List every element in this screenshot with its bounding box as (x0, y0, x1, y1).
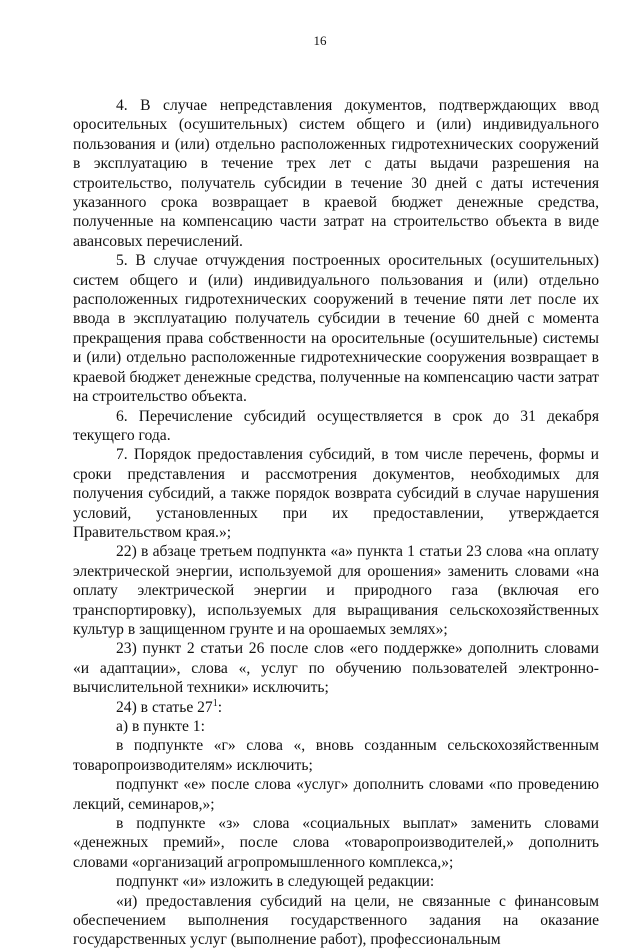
paragraph-7-procedure: 7. Порядок предоставления субсидий, в том числе перечень, формы и сроки представления и рассмотрения документов, необходимых для получения субсидий, а также порядок возврата субсидий в случае нарушения условий, установленных при их предоставлении, утверждается Правительством края.»; (73, 446, 599, 541)
document-body (73, 96, 599, 950)
paragraph-6-transfer-deadline: 6. Перечисление субсидий осуществляется в срок до 31 декабря текущего года. (73, 407, 599, 444)
item-23-amendment: 23) пункт 2 статьи 26 после слов «его поддержке» дополнить словами «и адаптации», слова «, услуг по обучению пользователей электронно-вычислительной техники» исключить; (73, 640, 599, 697)
item-24-heading (73, 698, 599, 717)
paragraph-5-alienation: 5. В случае отчуждения построенных оросительных (осушительных) систем общего и (или) индивидуального пользования и (или) отдельно расположенных гидротехнических сооружений в течение пяти лет после их ввода в эксплуатацию получатель субсидии в течение 60 дней с момента прекращения права собственности на оросительные (осушительные) системы и (или) отдельно расположенные гидротехнические сооружения возвращает в краевой бюджет денежные средства, полученные на компенсацию части затрат на строительство объекта. (73, 252, 599, 406)
subitem-i-new-text: «и) предоставления субсидий на цели, не связанные с финансовым обеспечением выполнения государственного задания на оказание государственных услуг (выполнение работ), профессиональным (73, 892, 599, 949)
subitem-i-intro: подпункт «и» изложить в следующей редакции: (116, 873, 435, 891)
item-22-amendment: 22) в абзаце третьем подпункта «а» пункта 1 статьи 23 слова «на оплату электрической энергии, используемой для орошения» заменить словами «на оплату электрической энергии и природного газа (включая его транспортировку), используемых для выращивания сельскохозяйственных культур в защищенном грунте и на орошаемых землях»; (73, 543, 599, 638)
item-24-text: 24) в статье 27 (116, 698, 213, 716)
subitem-z-amendment: в подпункте «з» слова «социальных выплат» заменить словами «денежных премий», после слова «товаропроизводителей,» дополнить словами «организаций агропромышленного комплекса,»; (73, 815, 599, 871)
paragraph-4-document-deadline: 4. В случае непредставления документов, подтверждающих ввод оросительных (осушительных) систем общего и (или) индивидуального пользования и (или) отдельно расположенных гидротехнических сооружений в эксплуатацию в течение трех лет с даты выдачи разрешения на строительство, получатель субсидии в течение 30 дней с даты истечения указанного срока возвращает в краевой бюджет денежные средства, полученные на компенсацию части затрат на строительство объекта в виде авансовых перечислений. (73, 97, 599, 250)
page-number: 16 (313, 33, 327, 48)
item-24-superscript: 1 (212, 697, 218, 709)
subitem-a-heading: а) в пункте 1: (116, 718, 205, 735)
subitem-e-amendment: подпункт «е» после слова «услуг» дополнить словами «по проведению лекций, семинаров,»; (73, 776, 599, 813)
item-24-suffix: : (217, 698, 223, 716)
subitem-g-amendment: в подпункте «г» слова «, вновь созданным сельскохозяйственным товаропроизводителям» исключить; (73, 737, 599, 774)
